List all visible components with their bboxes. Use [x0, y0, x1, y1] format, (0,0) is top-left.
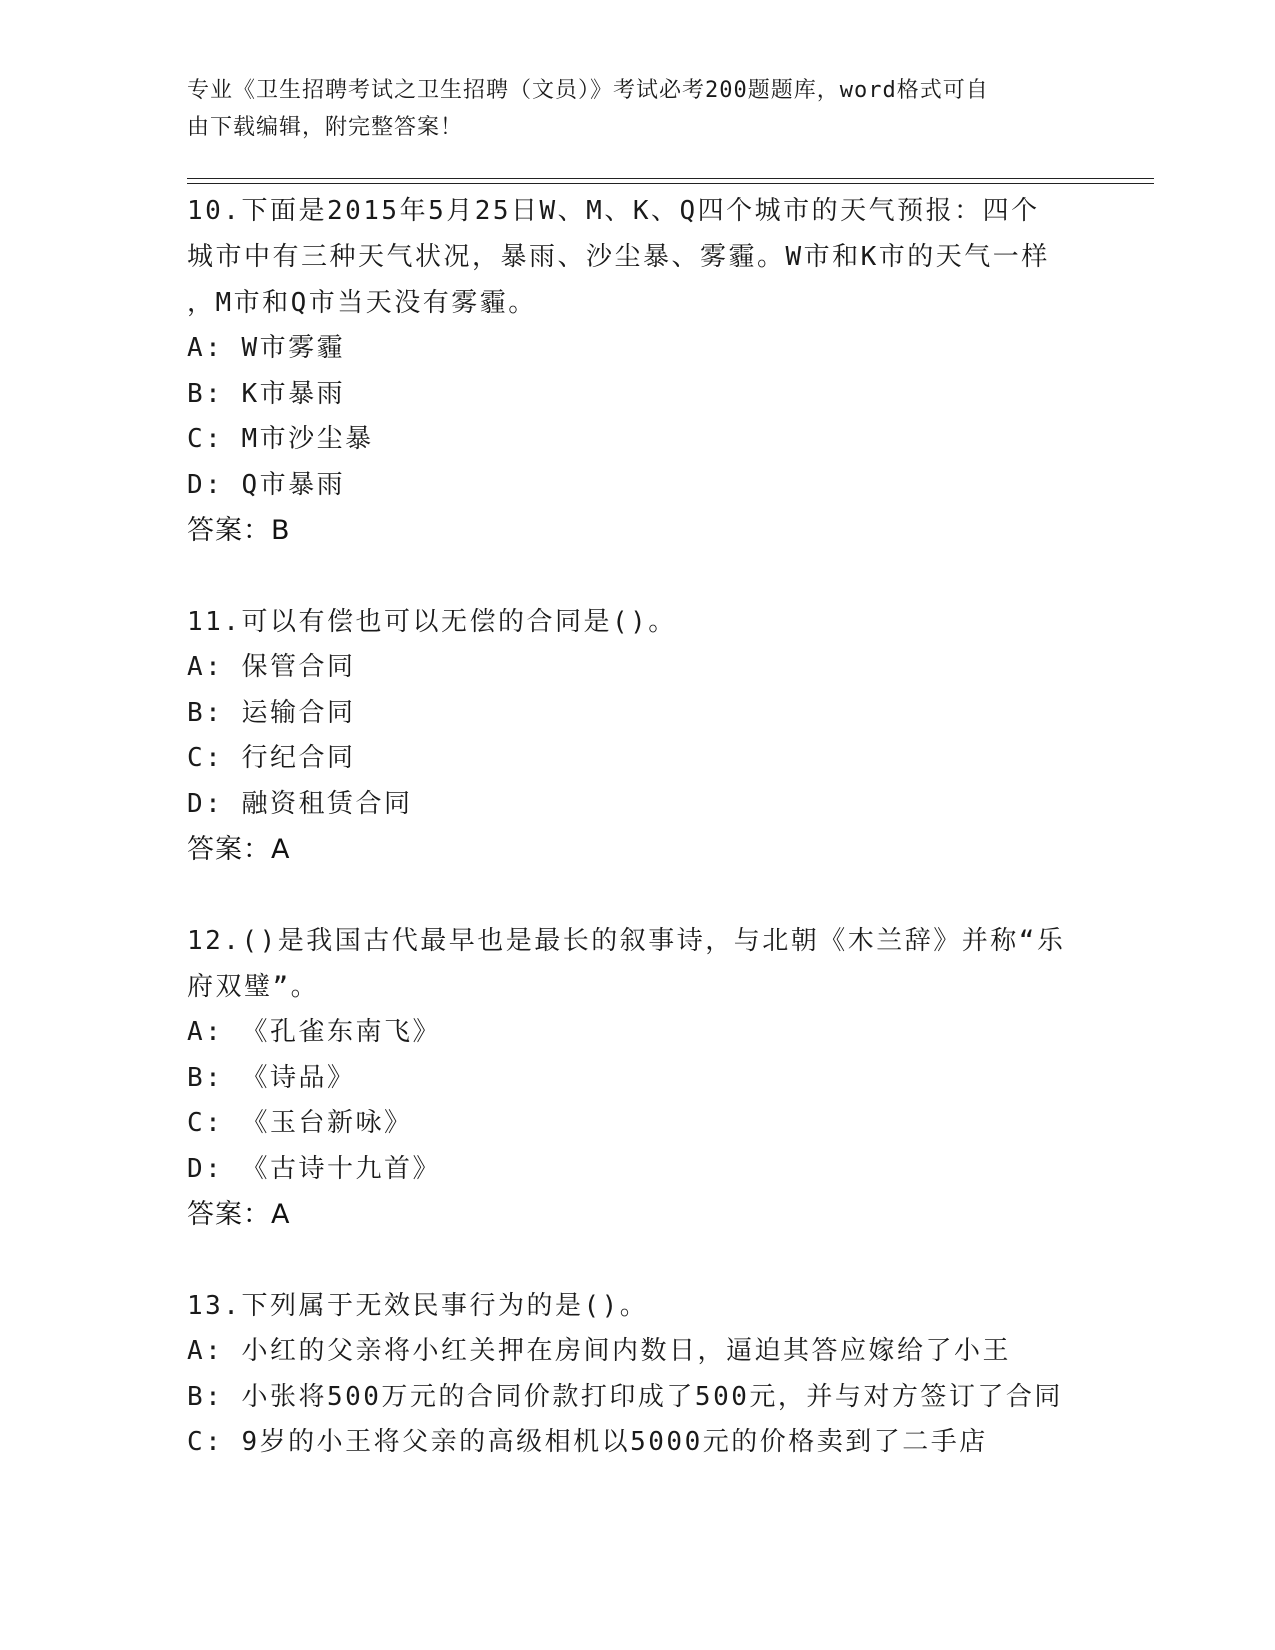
- question-stem-line: ，M市和Q市当天没有雾霾。: [187, 288, 537, 318]
- answer-line: 答案：A: [187, 1199, 291, 1230]
- option-b: B: 运输合同: [187, 697, 356, 728]
- option-b: B: 《诗品》: [187, 1062, 356, 1093]
- option-c: C: 行纪合同: [187, 743, 356, 773]
- question-stem-line: 10.下面是2015年5月25日W、M、K、Q四个城市的天气预报：四个: [187, 196, 1040, 226]
- question-stem-line: 府双璧”。: [187, 972, 320, 1002]
- answer-line: 答案：A: [187, 834, 291, 865]
- question-11: [187, 599, 1087, 873]
- question-stem-line: 11.可以有偿也可以无偿的合同是()。: [187, 607, 677, 637]
- question-10: [187, 188, 1087, 554]
- option-a: A: 《孔雀东南飞》: [187, 1017, 441, 1047]
- header-line-1: 专业《卫生招聘考试之卫生招聘（文员）》考试必考200题题库，word格式可自: [187, 78, 989, 103]
- header-divider-top: [187, 178, 1154, 179]
- question-12: [187, 918, 1087, 1238]
- header-divider-bottom: [187, 183, 1154, 184]
- question-stem-line: 城市中有三种天气状况，暴雨、沙尘暴、雾霾。W市和K市的天气一样: [187, 242, 1050, 272]
- option-d: D: Q市暴雨: [187, 469, 346, 500]
- question-13: [187, 1283, 1087, 1466]
- question-stem-line: 12.()是我国古代最早也是最长的叙事诗，与北朝《木兰辞》并称“乐: [187, 926, 1066, 956]
- option-c: C: M市沙尘暴: [187, 424, 374, 454]
- option-a: A: W市雾霾: [187, 333, 346, 363]
- question-list: [187, 188, 1087, 1511]
- answer-line: 答案：B: [187, 515, 291, 546]
- option-a: A: 保管合同: [187, 652, 356, 682]
- option-d: D: 《古诗十九首》: [187, 1153, 441, 1184]
- question-stem-line: 13.下列属于无效民事行为的是()。: [187, 1291, 649, 1321]
- header-line-2: 由下载编辑，附完整答案！: [187, 115, 464, 140]
- option-b: B: K市暴雨: [187, 378, 346, 409]
- option-c: C: 《玉台新咏》: [187, 1108, 413, 1138]
- option-b: B: 小张将500万元的合同价款打印成了500元，并与对方签订了合同: [187, 1381, 1063, 1412]
- option-d: D: 融资租赁合同: [187, 788, 413, 819]
- document-header: [187, 72, 1067, 146]
- option-a: A: 小红的父亲将小红关押在房间内数日，逼迫其答应嫁给了小王: [187, 1336, 1011, 1366]
- option-c: C: 9岁的小王将父亲的高级相机以5000元的价格卖到了二手店: [187, 1427, 988, 1457]
